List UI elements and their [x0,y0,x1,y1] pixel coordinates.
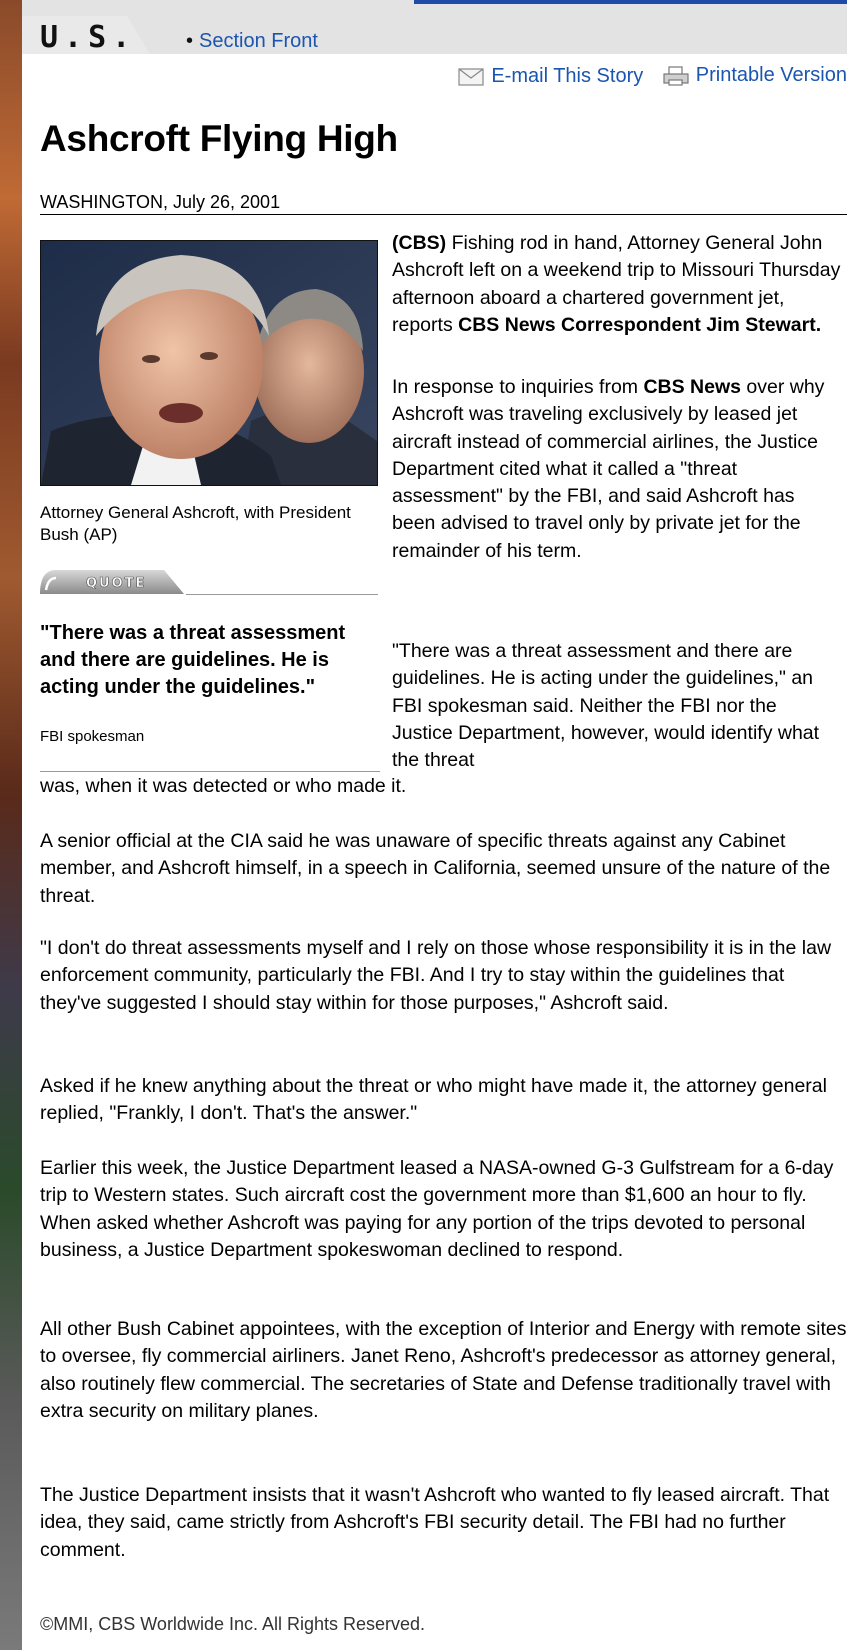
paragraph-4: A senior official at the CIA said he was unaware of specific threats against any Cabinet member, and Ashcroft himself, in a speech in California, seemed unsure of the nature of the threat. [40,830,831,907]
envelope-icon [458,68,484,86]
paragraph-1: (CBS) Fishing rod in hand, Attorney General John Ashcroft left on a weekend trip to Missouri Thursday afternoon aboard a chartered government jet, reports CBS News Correspondent Jim Stewart. [392,232,841,336]
quote-header [38,566,188,601]
quote-rule-bottom [40,771,380,772]
dateline: WASHINGTON, July 26, 2001 [40,192,281,212]
photo-caption: Attorney General Ashcroft, with President Bush (AP) [40,503,351,544]
email-story-link[interactable] [458,65,643,88]
paragraph-3a: "There was a threat assessment and there are guidelines. He is acting under the guidelines," an FBI spokesman said. Neither the FBI nor the Justice Department, however, would identify what the threat [392,640,820,772]
printable-version-link[interactable] [663,64,847,87]
paragraph-7: Earlier this week, the Justice Department leased a NASA-owned G-3 Gulfstream for a 6-day trip to Western states. Such aircraft cost the government more than $1,600 an hour to fly. When asked whether Ashcroft was paying for any portion of the trips devoted to personal business, a Justice Department spokeswoman declined to respond. [40,1157,834,1261]
quote-rule-top [186,594,378,595]
paragraph-2: In response to inquiries from CBS News over why Ashcroft was traveling exclusively by leased jet aircraft instead of commercial airlines, the Justice Department cited what it called a "threat assessment" by the FBI, and said Ashcroft has been advised to travel only by private jet for the remainder of his term. [392,376,825,562]
quote-label: QUOTE [86,576,147,591]
copyright: ©MMI, CBS Worldwide Inc. All Rights Reserved. [40,1614,426,1634]
email-story-label: E-mail This Story [491,65,644,87]
top-accent-bar [414,0,847,4]
paragraph-9: The Justice Department insists that it wasn't Ashcroft who wanted to fly leased aircraft. That idea, they said, came strictly from Ashcroft's FBI security detail. The FBI had no further comment. [40,1484,830,1561]
article-photo [40,240,378,486]
paragraph-6: Asked if he knew anything about the threat or who might have made it, the attorney general replied, "Frankly, I don't. That's the answer." [40,1075,827,1125]
paragraph-8: All other Bush Cabinet appointees, with the exception of Interior and Energy with remote sites to oversee, fly commercial airliners. Janet Reno, Ashcroft's predecessor as attorney general, also routinely flew commercial. The secretaries of State and Defense traditionally travel with extra security on military planes. [40,1318,847,1422]
quote-source: FBI spokesman [40,728,145,745]
printable-version-label: Printable Version [695,64,847,86]
top-navigation-bar [22,0,847,54]
paragraph-5: "I don't do threat assessments myself and I rely on those whose responsibility it is in the law enforcement community, particularly the FBI. And I try to stay within the guidelines that they've suggested I should stay within for those purposes," Ashcroft said. [40,937,832,1014]
story-tools [444,64,847,92]
left-decorative-strip [0,0,22,1650]
printer-icon [663,66,689,86]
paragraph-3b: was, when it was detected or who made it. [40,775,407,797]
section-front-label: Section Front [199,30,318,52]
section-label: U.S. [40,20,137,55]
headline: Ashcroft Flying High [40,118,398,159]
pull-quote: "There was a threat assessment and there are guidelines. He is acting under the guidelines." [40,622,346,698]
bullet-icon: • [186,30,194,52]
section-front-link[interactable] [186,30,318,53]
divider [40,214,847,215]
